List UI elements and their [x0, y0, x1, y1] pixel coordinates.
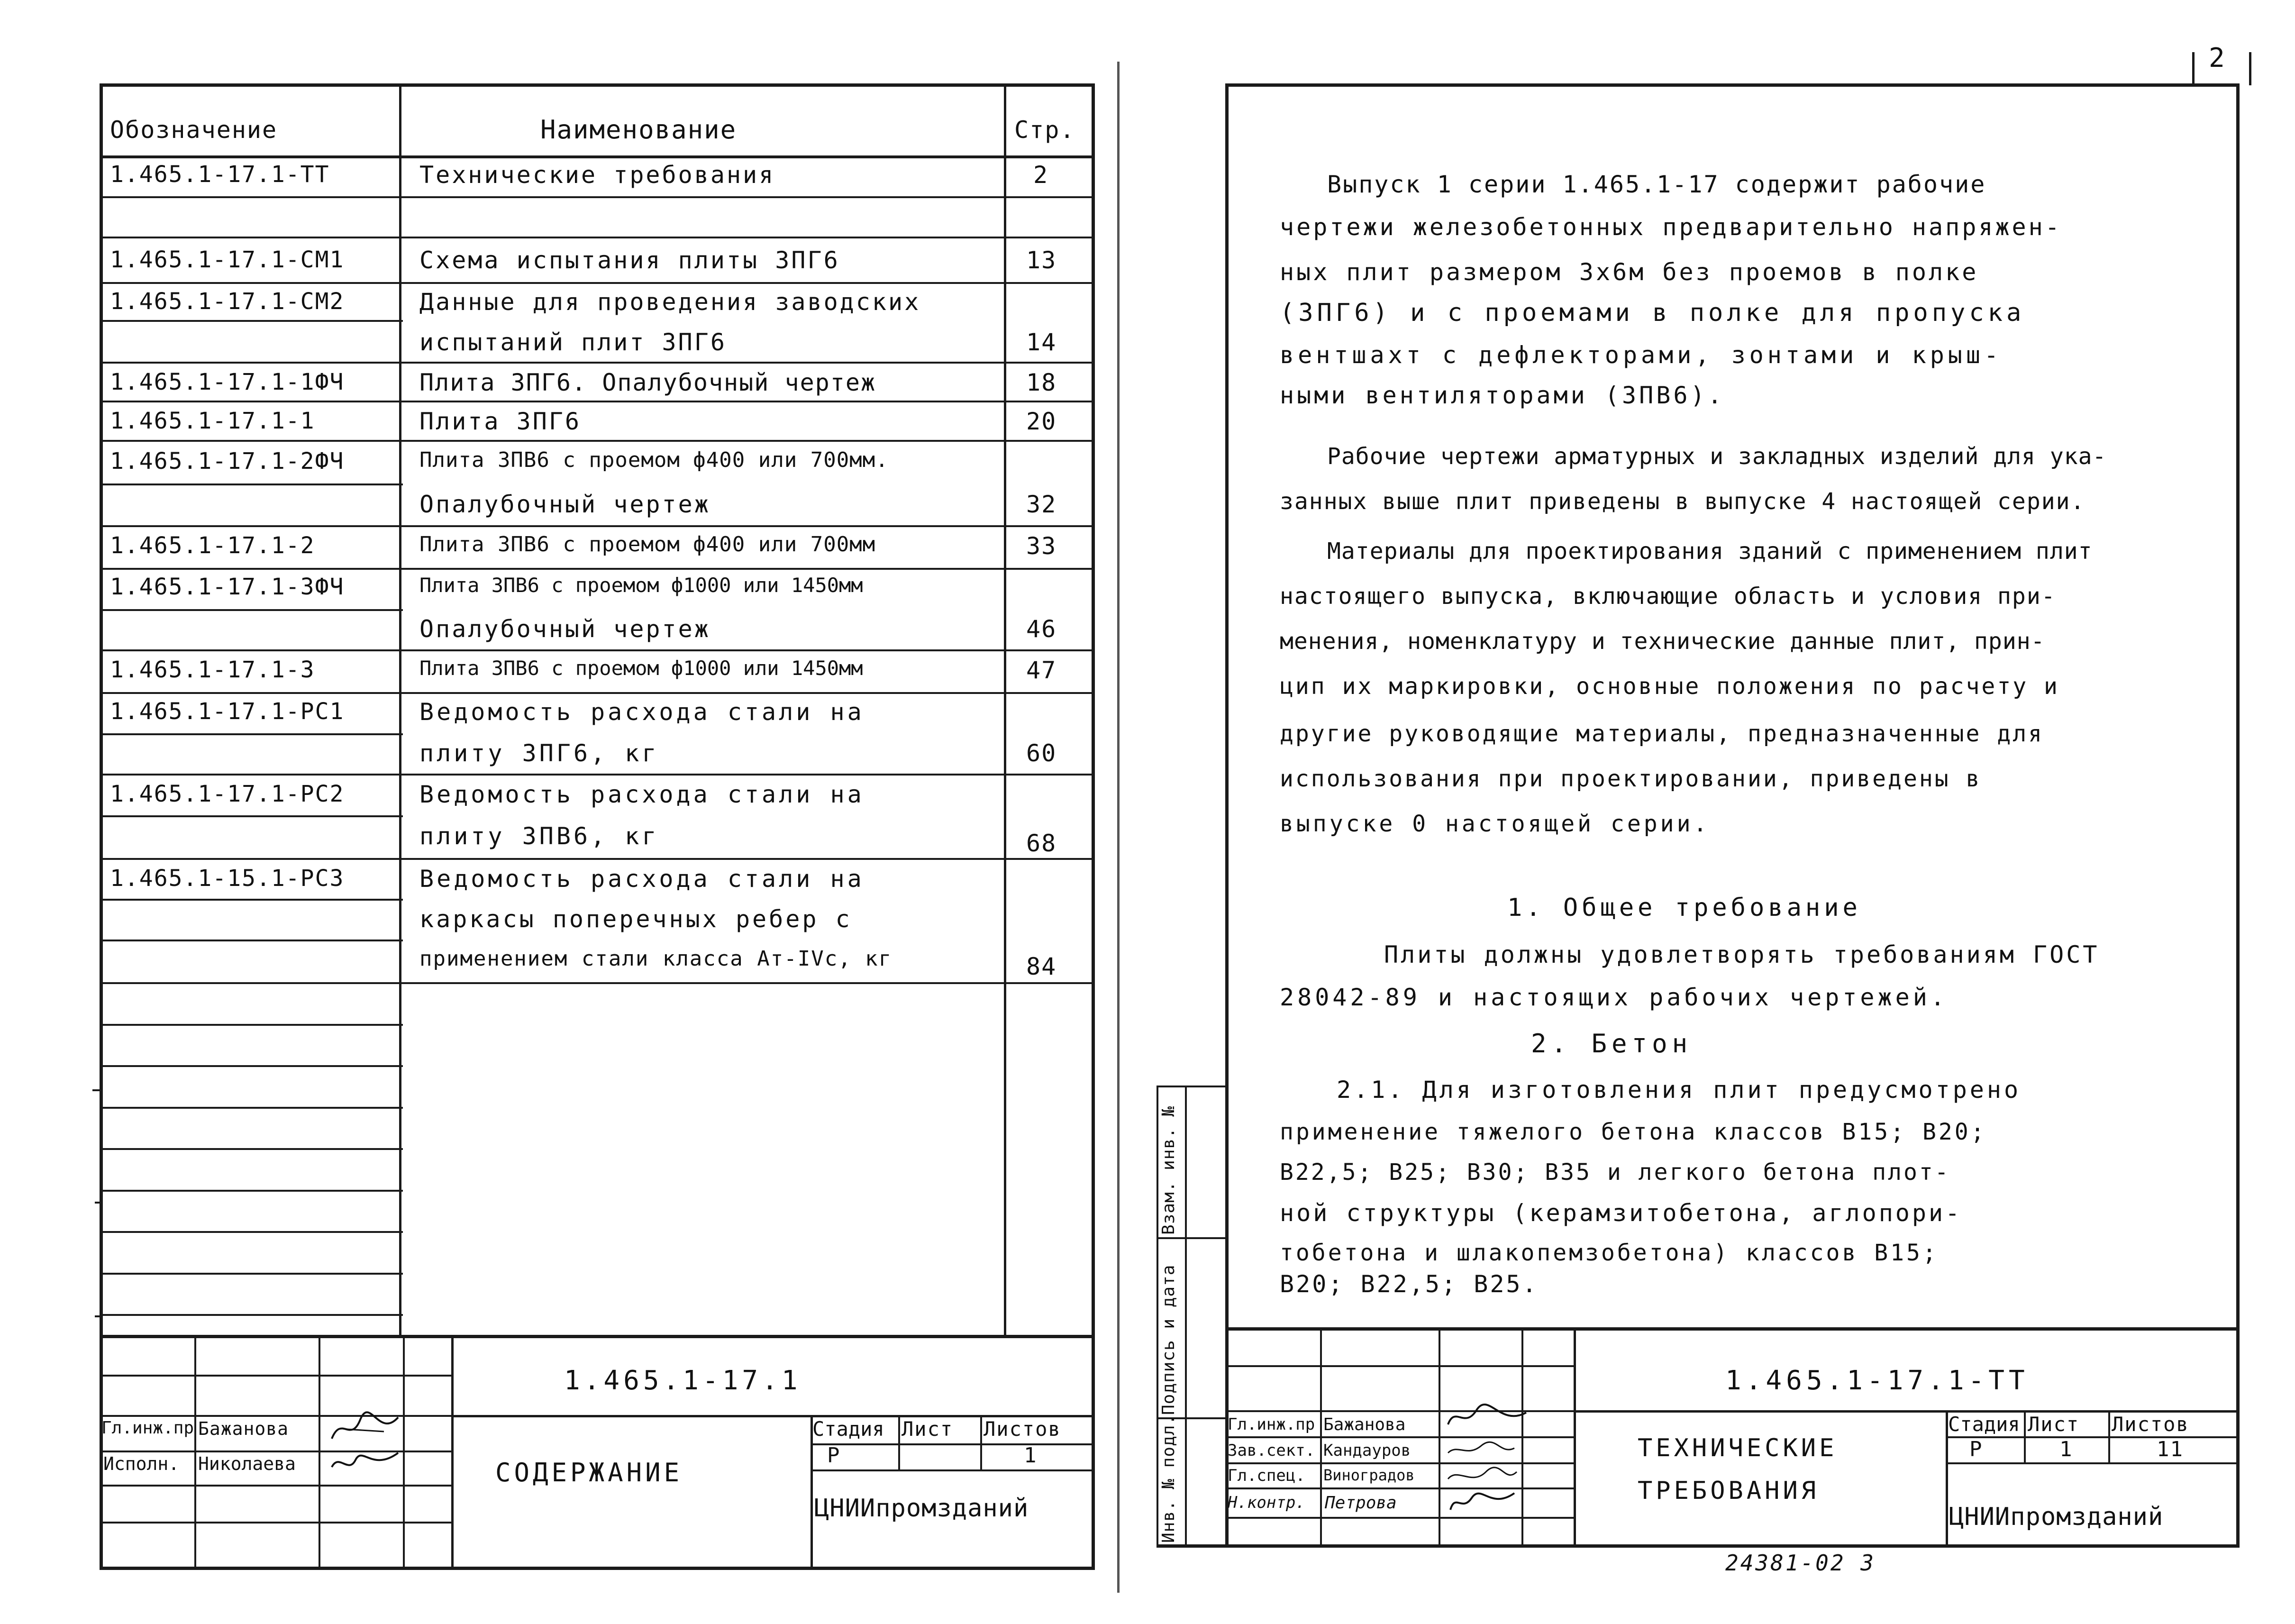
row-designation: 1.465.1-17.1-3: [110, 657, 315, 683]
paragraph-line: Материалы для проектирования зданий с применением плит: [1327, 538, 2093, 565]
paragraph-line: ной структуры (керамзитобетона, аглопори-: [1280, 1199, 1962, 1227]
stamp-person: Петрова: [1325, 1493, 1397, 1513]
stamp-title: СОДЕРЖАНИЕ: [495, 1458, 683, 1487]
row-designation: 1.465.1-17.1-СМ2: [110, 288, 345, 315]
row-page: 60: [1026, 739, 1057, 767]
stamp-stage-label: Стадия: [812, 1417, 884, 1441]
page-corner-number: 2: [2209, 43, 2226, 73]
stamp-org: ЦНИИпромзданий: [814, 1494, 1029, 1523]
row-name: плиту 3ПГ6, кг: [419, 739, 659, 767]
row-designation: 1.465.1-17.1-РС1: [110, 698, 345, 725]
header-page: Стр.: [1014, 116, 1075, 144]
sheet-divider: [1117, 62, 1120, 1593]
row-name: Плита 3ПГ6: [419, 408, 582, 435]
row-name: плиту 3ПВ6, кг: [419, 822, 659, 850]
stamp-sheets-label: Листов: [2112, 1413, 2189, 1436]
row-designation: 1.465.1-17.1-ТТ: [110, 161, 330, 188]
stamp-sheets: 11: [2157, 1437, 2184, 1461]
row-designation: 1.465.1-15.1-РС3: [110, 865, 345, 892]
row-designation: 1.465.1-17.1-1: [110, 408, 315, 434]
row-designation: 1.465.1-17.1-2ФЧ: [110, 448, 345, 474]
paragraph-line: Плиты должны удовлетворять требованиям ГОСТ: [1384, 941, 2100, 968]
row-name: Ведомость расхода стали на: [419, 698, 865, 726]
stamp-sheet: 1: [2059, 1437, 2073, 1461]
stamp-role: Гл.спец.: [1228, 1466, 1305, 1485]
stamp-person: Николаева: [198, 1453, 296, 1474]
stamp-role: Зав.сект.: [1228, 1441, 1315, 1460]
row-name: Технические требования: [419, 161, 775, 189]
paragraph-line: Выпуск 1 серии 1.465.1-17 содержит рабочие: [1327, 171, 1986, 198]
row-name: Ведомость расхода стали на: [419, 781, 865, 808]
stamp-person: Кандауров: [1323, 1441, 1411, 1460]
row-page: 84: [1026, 953, 1057, 980]
paragraph-line: занных выше плит приведены в выпуске 4 настоящей серии.: [1280, 488, 2086, 515]
row-name: Плита 3ПВ6 с проемом ф1000 или 1450мм: [419, 657, 863, 680]
paragraph-line: настоящего выпуска, включающие область и условия при-: [1280, 583, 2056, 610]
paragraph-line: применение тяжелого бетона классов В15; В20;: [1280, 1119, 1987, 1145]
stamp-role: Исполн.: [103, 1453, 180, 1474]
row-name: Данные для проведения заводских: [419, 288, 921, 316]
stamp-person: Бажанова: [1323, 1415, 1406, 1434]
signature-icon: [1443, 1488, 1519, 1517]
stamp-stage: Р: [1969, 1437, 1983, 1461]
stamp-person: Виноградов: [1323, 1466, 1415, 1484]
paragraph-line: В20; В22,5; В25.: [1280, 1270, 1539, 1298]
signature-icon: [1443, 1403, 1529, 1432]
signature-icon: [327, 1410, 403, 1448]
paragraph-line: тобетона и шлакопемзобетона) классов В15;: [1280, 1240, 1939, 1266]
signature-icon: [1443, 1439, 1519, 1462]
stamp-role: Гл.инж.пр: [101, 1418, 194, 1438]
stamp-org: ЦНИИпромзданий: [1949, 1503, 2164, 1531]
row-page: 13: [1026, 246, 1057, 274]
signature-icon: [1443, 1465, 1519, 1488]
section-title: 1. Общее требование: [1507, 894, 1861, 922]
stamp-role: Гл.инж.пр: [1228, 1415, 1315, 1434]
paragraph-line: другие руководящие материалы, предназначенные для: [1280, 721, 2044, 747]
row-name: Плита 3ПВ6 с проемом ф400 или 700мм: [419, 532, 876, 557]
paragraph-line: 28042-89 и настоящих рабочих чертежей.: [1280, 984, 1948, 1011]
stamp-code: 1.465.1-17.1-ТТ: [1725, 1365, 2029, 1396]
row-name: применением стали класса Ат-IVс, кг: [419, 947, 892, 971]
paragraph-line: (3ПГ6) и с проемами в полке для пропуска: [1280, 299, 2025, 327]
row-page: 46: [1026, 615, 1057, 643]
row-page: 20: [1026, 408, 1057, 435]
row-name: Ведомость расхода стали на: [419, 865, 865, 893]
paragraph-line: вентшахт с дефлекторами, зонтами и крыш-: [1280, 341, 2003, 369]
stamp-stage-label: Стадия: [1948, 1413, 2020, 1436]
row-name: Плита 3ПВ6 с проемом ф1000 или 1450мм: [419, 574, 863, 597]
stamp-stage: Р: [827, 1443, 841, 1468]
paragraph-line: В22,5; В25; В30; В35 и легкого бетона плот-: [1280, 1159, 1950, 1186]
side-label: Взам. инв. №: [1159, 1105, 1178, 1235]
paragraph-line: использования при проектировании, приведены в: [1280, 766, 1982, 792]
paragraph-line: ных плит размером 3х6м без проемов в полке: [1280, 258, 1979, 286]
row-name: каркасы поперечных ребер с: [419, 905, 852, 933]
stamp-title: ТРЕБОВАНИЯ: [1638, 1477, 1820, 1505]
stamp-code: 1.465.1-17.1: [564, 1365, 801, 1396]
paragraph-line: чертежи железобетонных предварительно напряжен-: [1280, 213, 2062, 241]
side-label: Подпись и дата: [1159, 1264, 1178, 1415]
archive-number: 24381-02 3: [1725, 1550, 1876, 1576]
row-page: 14: [1026, 328, 1057, 356]
stamp-sheet-label: Лист: [902, 1417, 954, 1441]
header-designation: Обозначение: [110, 116, 278, 144]
side-label: Инв. № подл.: [1159, 1414, 1178, 1543]
section-title: 2. Бетон: [1531, 1029, 1693, 1058]
header-name: Наименование: [540, 115, 737, 145]
row-name: Опалубочный чертеж: [419, 491, 710, 518]
row-page: 33: [1026, 532, 1057, 560]
paragraph-line: цип их маркировки, основные положения по расчету и: [1280, 673, 2059, 700]
row-name: Схема испытания плиты 3ПГ6: [419, 246, 840, 274]
row-designation: 1.465.1-17.1-РС2: [110, 781, 345, 807]
row-page: 2: [1033, 161, 1049, 189]
row-name: Плита 3ПГ6. Опалубочный чертеж: [419, 369, 876, 396]
signature-icon: [327, 1448, 403, 1481]
row-page: 47: [1026, 657, 1057, 684]
row-page: 32: [1026, 491, 1057, 518]
row-designation: 1.465.1-17.1-3ФЧ: [110, 574, 345, 600]
row-designation: 1.465.1-17.1-1ФЧ: [110, 369, 345, 395]
stamp-sheet: 1: [1024, 1443, 1038, 1468]
row-designation: 1.465.1-17.1-2: [110, 532, 315, 559]
stamp-sheet-label: Лист: [2028, 1413, 2080, 1436]
stamp-person: Бажанова: [198, 1418, 289, 1439]
paragraph-line: Рабочие чертежи арматурных и закладных изделий для ука-: [1327, 443, 2107, 470]
stamp-role: Н.контр.: [1228, 1493, 1305, 1512]
row-page: 68: [1026, 830, 1057, 857]
row-name: испытаний плит 3ПГ6: [419, 328, 727, 356]
paragraph-line: выпуске 0 настоящей серии.: [1280, 811, 1710, 837]
row-name: Опалубочный чертеж: [419, 615, 710, 643]
row-name: Плита 3ПВ6 с проемом ф400 или 700мм.: [419, 448, 889, 472]
row-designation: 1.465.1-17.1-СМ1: [110, 246, 345, 273]
paragraph-line: 2.1. Для изготовления плит предусмотрено: [1337, 1076, 2022, 1104]
paragraph-line: ными вентиляторами (3ПВ6).: [1280, 382, 1725, 409]
stamp-sheets-label: Листов: [984, 1417, 1061, 1441]
row-page: 18: [1026, 369, 1057, 396]
paragraph-line: менения, номенклатуру и технические данные плит, прин-: [1280, 628, 2045, 655]
stamp-title: ТЕХНИЧЕСКИЕ: [1638, 1434, 1838, 1462]
